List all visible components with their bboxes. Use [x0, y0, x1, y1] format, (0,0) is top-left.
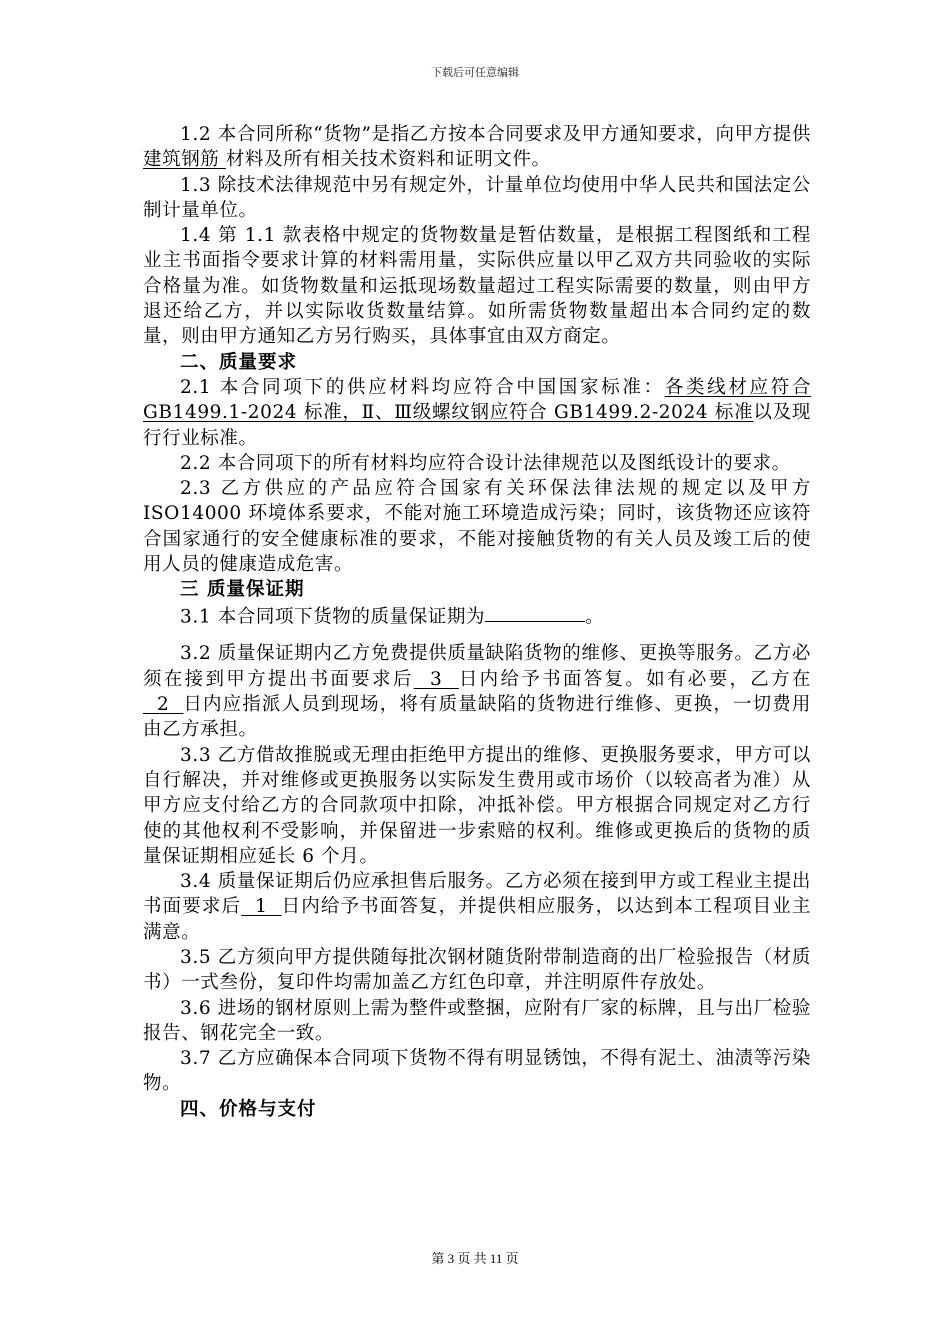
document-body [143, 122, 811, 1122]
clause-3-3: 3.3 乙方借故推脱或无理由拒绝甲方提出的维修、更换服务要求，甲方可以自行解决，并对维修或更换服务以实际发生费用或市场价（以较高者为准）从甲方应支付给乙方的合同款项中扣除，冲抵补偿。甲方根据合同规定对乙方行使的其他权利不受影响，并保留进一步索赔的权利。维修或更换后的货物的质量保证期相应延长 6 个月。 [143, 744, 811, 867]
underlined-days-reply: 3 [413, 668, 459, 690]
section-heading-quality: 二、质量要求 [180, 351, 298, 373]
clause-2-2: 2.2 本合同项下的所有材料均应符合设计法律规范以及图纸设计的要求。 [180, 452, 791, 474]
clause-3-5: 3.5 乙方须向甲方提供随每批次钢材随货附带制造商的出厂检验报告（材质书）一式叁份，复印件均需加盖乙方红色印章，并注明原件存放处。 [143, 947, 811, 994]
section-heading-warranty: 三 质量保证期 [180, 579, 305, 601]
underlined-days-dispatch: 2 [143, 694, 184, 716]
page-footer: 第 3 页 共 11 页 [431, 1251, 519, 1266]
underlined-goods-name: 建筑钢筋 [143, 149, 226, 171]
clause-1-2: 1.2 本合同所称“货物”是指乙方按本合同要求及甲方通知要求，向甲方提供建筑钢筋 材料及所有相关技术资料和证明文件。 [143, 124, 811, 171]
clause-1-4: 1.4 第 1.1 款表格中规定的货物数量是暂估数量，是根据工程图纸和工程业主书面指令要求计算的材料需用量，实际供应量以甲乙双方共同验收的实际合格量为准。如货物数量和运抵现场数量超过工程实际需要的数量，则由甲方退还给乙方，并以实际收货数量结算。如所需货物数量超出本合同约定的数量，则由甲方通知乙方另行购买，具体事宜由双方商定。 [143, 225, 811, 348]
underlined-days-aftersale: 1 [241, 896, 282, 918]
clause-2-1: 2.1 本合同项下的供应材料均应符合中国国家标准：各类线材应符合 GB1499.1-2024 标准，Ⅱ、Ⅲ级螺纹钢应符合 GB1499.2-2024 标准以及现行行业标准。 [143, 376, 811, 449]
clause-3-2: 3.2 质量保证期内乙方免费提供质量缺陷货物的维修、更换等服务。乙方必须在接到甲方提出书面要求后 3 日内给予书面答复。如有必要，乙方在 2 日内应指派人员到现场，将有质量缺陷的货物进行维修、更换，一切费用由乙方承担。 [143, 643, 812, 741]
section-heading-price: 四、价格与支付 [180, 1098, 317, 1120]
blank-fill-line [485, 603, 585, 623]
clause-1-3: 1.3 除技术法律规范中另有规定外，计量单位均使用中华人民共和国法定公制计量单位。 [143, 174, 811, 221]
underlined-standards: 各类线材应符合 GB1499.1-2024 标准，Ⅱ、Ⅲ级螺纹钢应符合 GB1499.2-2024 标准 [143, 376, 811, 424]
clause-3-1: 3.1 本合同项下货物的质量保证期为 。 [143, 603, 811, 630]
clause-3-6: 3.6 进场的钢材原则上需为整件或整捆，应附有厂家的标牌，且与出厂检验报告、钢花完全一致。 [143, 997, 811, 1044]
page-header: 下载后可任意编辑 [431, 66, 519, 79]
clause-2-3: 2.3 乙方供应的产品应符合国家有关环保法律法规的规定以及甲方 ISO14000 环境体系要求，不能对施工环境造成污染；同时，该货物还应该符合国家通行的安全健康标准的要求，不能对接触货物的有关人员及竣工后的使用人员的健康造成危害。 [143, 478, 811, 576]
clause-3-4: 3.4 质量保证期后仍应承担售后服务。乙方必须在接到甲方或工程业主提出书面要求后 1 日内给予书面答复，并提供相应服务，以达到本工程项目业主满意。 [143, 871, 811, 943]
clause-3-7: 3.7 乙方应确保本合同项下货物不得有明显锈蚀，不得有泥土、油渍等污染物。 [143, 1048, 811, 1095]
